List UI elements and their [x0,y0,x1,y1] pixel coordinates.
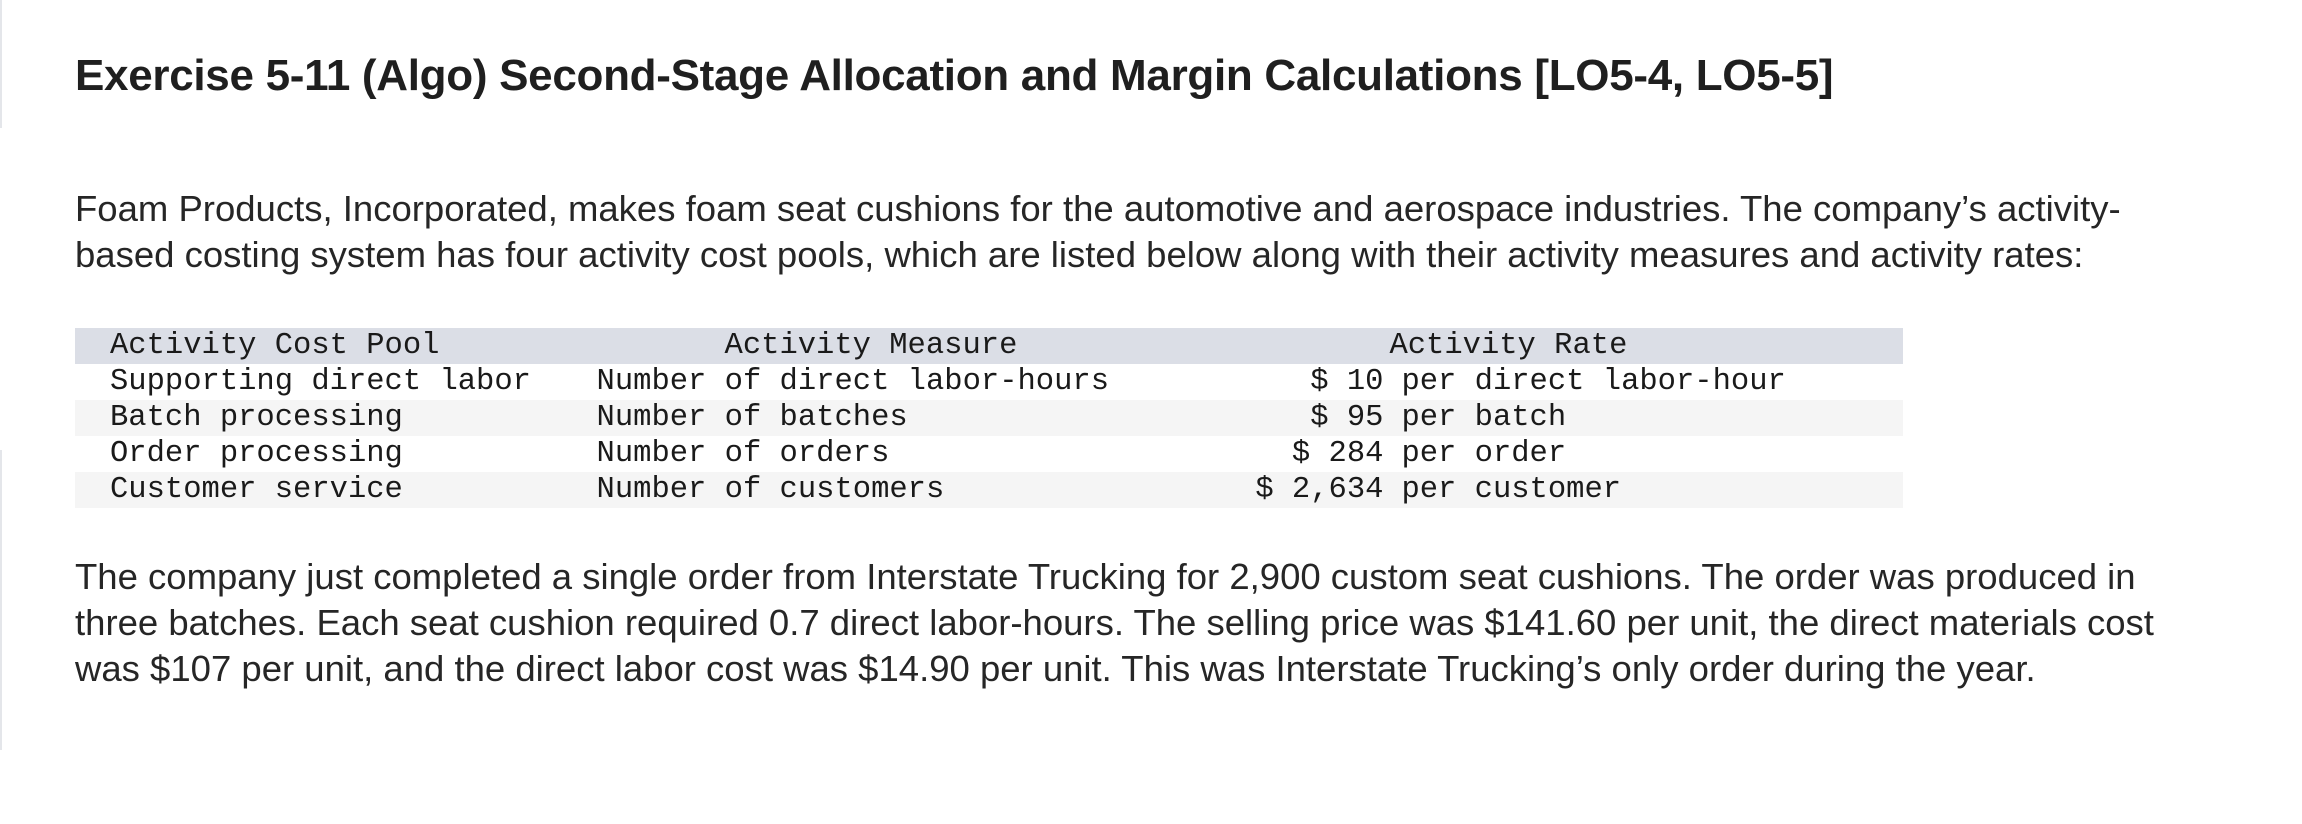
rate-amount: $ 95 [1310,401,1384,435]
rate-amount: $ 2,634 [1255,473,1384,507]
table-header-row [75,328,1903,364]
rate-amount: $ 10 [1310,365,1384,399]
table-row [75,400,1903,436]
table-row [75,472,1903,508]
intro-paragraph: Foam Products, Incorporated, makes foam seat cushions for the automotive and aerospace industries. The company’s activity-based costing system has four activity cost pools, which are listed below along with their activity measures and activity rates: [75,188,2121,275]
table-row [75,364,1903,400]
rate-unit: per customer [1401,473,1622,507]
cell-pool: Batch processing [110,401,403,435]
cell-rate [1244,436,1903,472]
left-edge-dividers [0,0,6,824]
exercise-content [75,48,2255,692]
exercise-title: Exercise 5-11 (Algo) Second-Stage Allocation and Margin Calculations [LO5-4, LO5-5] [75,51,1834,100]
cell-measure: Number of batches [596,401,908,435]
cell-rate [1244,400,1903,436]
cell-pool: Order processing [110,437,403,471]
cell-rate [1244,472,1903,508]
rate-unit: per direct labor-hour [1401,365,1786,399]
cell-measure: Number of direct labor-hours [596,365,1110,399]
rate-amount: $ 284 [1291,437,1384,471]
order-details-paragraph: The company just completed a single order from Interstate Trucking for 2,900 custom seat cushions. The order was produced in three batches. Each seat cushion required 0.7 direct labor-hours. The selling price was $141.60 per unit, the direct materials cost was $107 per unit, and the direct labor cost was $14.90 per unit. This was Interstate Trucking’s only order during the year. [75,556,2154,689]
header-activity-measure: Activity Measure [724,329,1018,363]
table-row [75,436,1903,472]
cell-measure: Number of customers [596,473,945,507]
cell-measure: Number of orders [596,437,890,471]
cell-pool: Supporting direct labor [110,365,531,399]
header-activity-cost-pool: Activity Cost Pool [110,329,440,363]
activity-rates-table [75,328,1903,508]
rate-unit: per batch [1401,401,1567,435]
cell-pool: Customer service [110,473,403,507]
header-activity-rate: Activity Rate [1389,329,1628,363]
rate-unit: per order [1401,437,1567,471]
cell-rate [1244,364,1903,400]
